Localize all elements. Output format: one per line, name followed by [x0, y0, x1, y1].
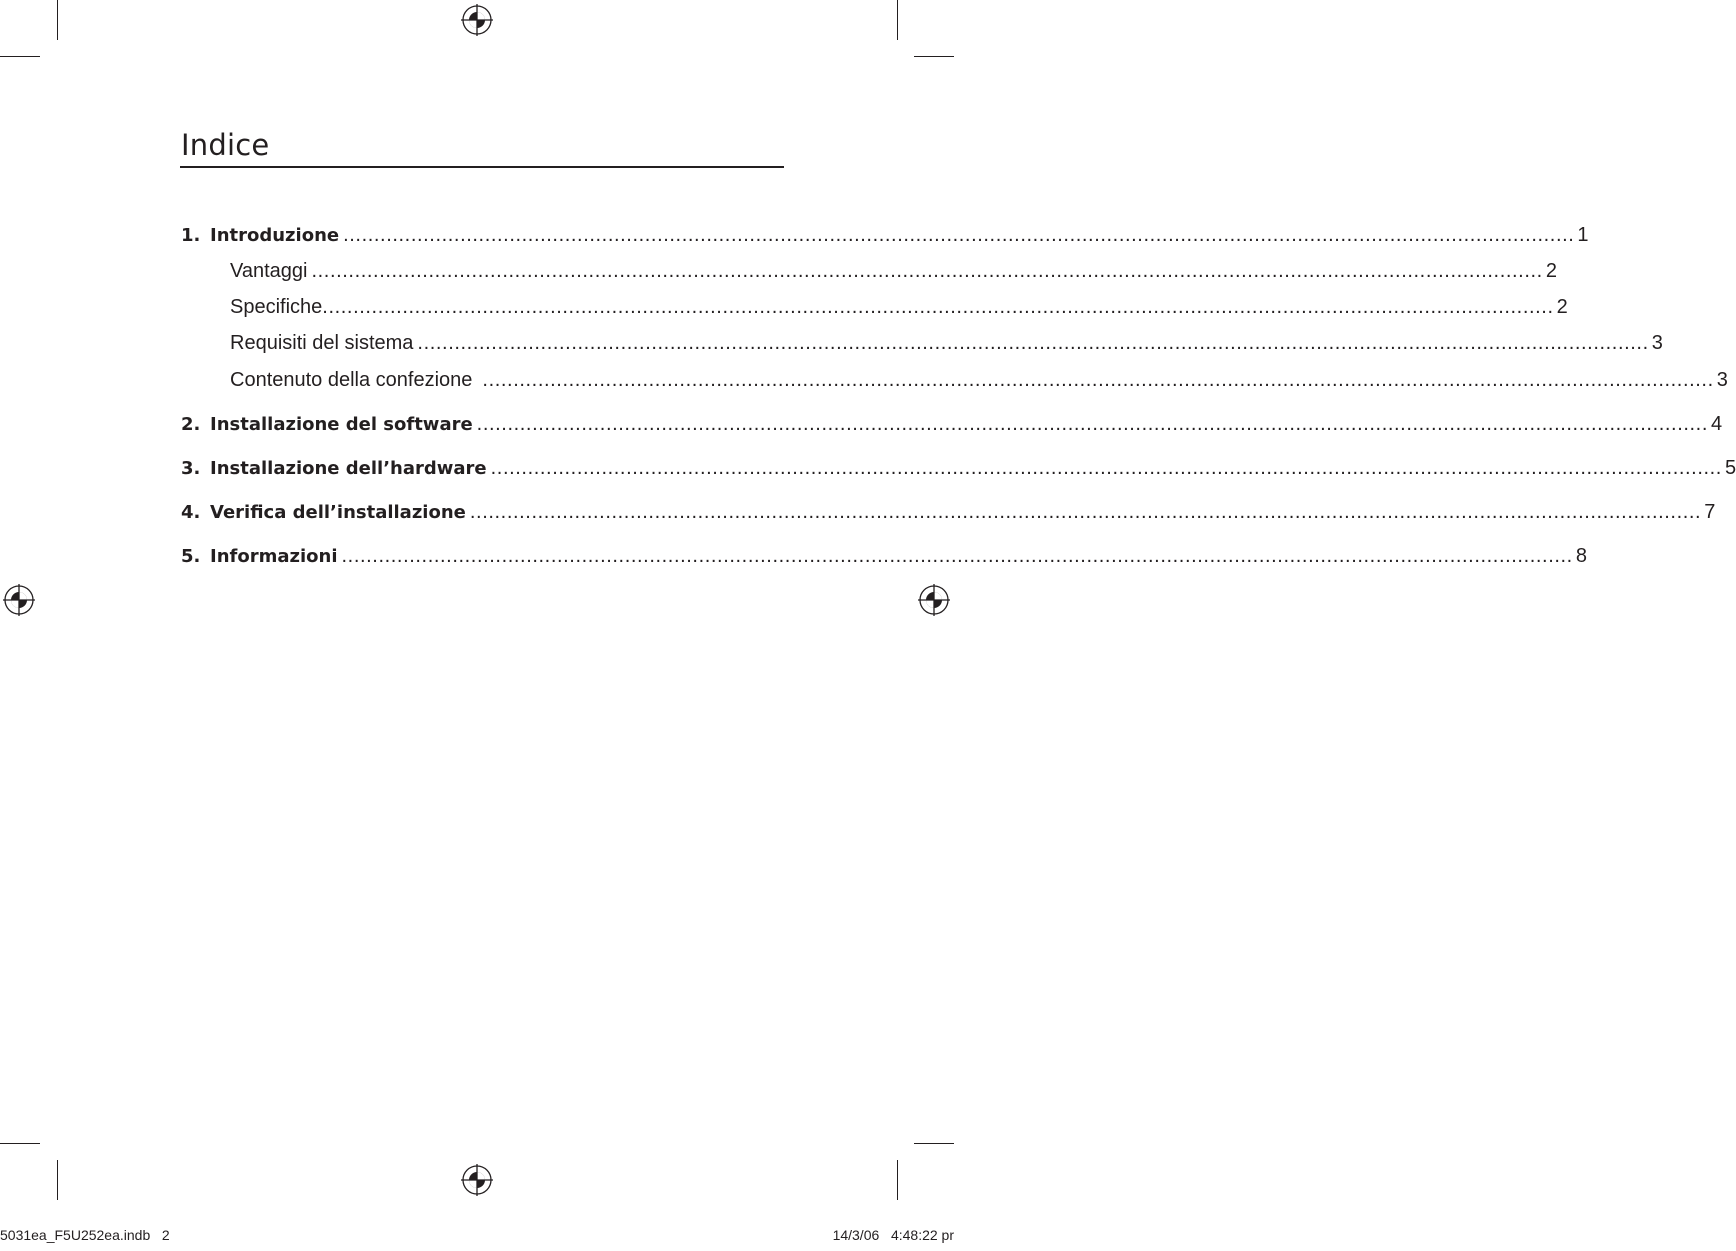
toc-entry-label: Specifiche	[230, 296, 323, 318]
toc-entry-page: 8	[1575, 545, 1587, 567]
crop-mark-bottom-left-vertical	[57, 1160, 58, 1200]
toc-entry-page: 3	[1716, 369, 1728, 391]
toc-entry-label: Vantaggi	[230, 260, 308, 282]
dot-leader: ........................................................................................................................................................................................................	[311, 260, 1543, 282]
registration-target-icon	[3, 584, 35, 616]
crop-mark-bottom-right-vertical	[897, 1160, 898, 1200]
crop-mark-top-left-vertical	[57, 0, 58, 40]
crop-mark-bottom-left-horizontal	[0, 1143, 40, 1144]
dot-leader: ........................................................................................................................................................................................................	[343, 224, 1575, 246]
slug-timestamp: 14/3/06 4:48:22 pr	[832, 1227, 954, 1243]
toc-entry-page: 4	[1711, 413, 1723, 435]
registration-target-icon	[918, 584, 950, 616]
crop-mark-top-right-horizontal	[914, 56, 954, 57]
toc-entry-label: Verifica dell’installazione	[210, 502, 466, 523]
toc-entry-informazioni[interactable]	[181, 543, 1587, 569]
toc-entry-page: 2	[1556, 296, 1568, 318]
toc-entry-label: Informazioni	[210, 546, 338, 567]
title-underline	[180, 166, 784, 168]
crop-mark-top-right-vertical	[897, 0, 898, 40]
toc-entry-vantaggi[interactable]	[230, 258, 1557, 284]
registration-target-icon	[461, 4, 493, 36]
crop-mark-bottom-right-horizontal	[914, 1143, 954, 1144]
toc-entry-specifiche[interactable]	[230, 294, 1568, 320]
toc-entry-number: 4.	[181, 502, 201, 523]
toc-entry-page: 7	[1704, 501, 1716, 523]
dot-leader: ........................................................................................................................................................................................................	[482, 369, 1714, 391]
dot-leader: ........................................................................................................................................................................................................	[469, 501, 1702, 523]
toc-entry-page: 1	[1577, 224, 1589, 246]
toc-entry-verifica[interactable]	[181, 499, 1716, 525]
toc-entry-number: 5.	[181, 546, 201, 567]
toc-entry-installazione-software[interactable]	[181, 411, 1723, 437]
crop-mark-top-left-horizontal	[0, 56, 40, 57]
dot-leader: ........................................................................................................................................................................................................	[417, 332, 1649, 354]
dot-leader: ........................................................................................................................................................................................................	[490, 457, 1722, 479]
toc-entry-label: Requisiti del sistema	[230, 332, 414, 354]
toc-entry-label: Contenuto della confezione	[230, 369, 473, 391]
toc-entry-number: 1.	[181, 225, 201, 246]
toc-entry-contenuto[interactable]	[230, 367, 1728, 393]
toc-entry-page: 2	[1545, 260, 1557, 282]
page-title: Indice	[181, 128, 270, 162]
toc-entry-number: 3.	[181, 458, 201, 479]
registration-target-icon	[461, 1164, 493, 1196]
toc-entry-requisiti[interactable]	[230, 330, 1663, 356]
dot-leader: ........................................................................................................................................................................................................	[322, 296, 1554, 318]
toc-entry-page: 5	[1724, 457, 1736, 479]
toc-entry-label: Introduzione	[210, 225, 340, 246]
toc-entry-label: Installazione del software	[210, 414, 473, 435]
dot-leader: ........................................................................................................................................................................................................	[476, 413, 1708, 435]
toc-entry-page: 3	[1651, 332, 1663, 354]
toc-entry-label: Installazione dell’hardware	[210, 458, 487, 479]
toc-entry-introduzione[interactable]	[181, 222, 1589, 248]
toc-entry-number: 2.	[181, 414, 201, 435]
toc-entry-installazione-hardware[interactable]	[181, 455, 1736, 481]
slug-filename: 5031ea_F5U252ea.indb 2	[0, 1227, 170, 1243]
dot-leader: ........................................................................................................................................................................................................	[341, 545, 1573, 567]
